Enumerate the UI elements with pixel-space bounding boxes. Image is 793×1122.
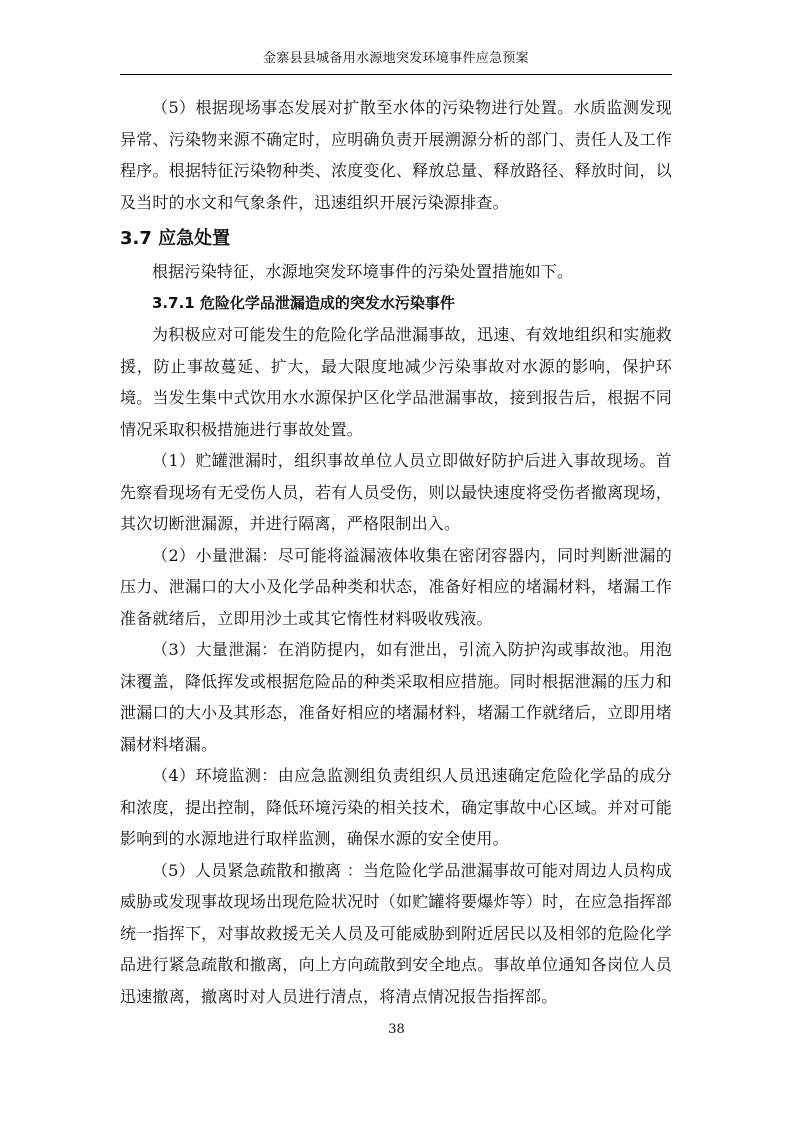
subsection-heading: 3.7.1 危险化学品泄漏造成的突发水污染事件 [152, 293, 455, 312]
paragraph-main: 为积极应对可能发生的危险化学品泄漏事故，迅速、有效地组织和实施救援，防止事故蔓延、扩大，最大限度地减少污染事故对水源的影响，保护环境。当发生集中式饮用水水源保护区化学品泄漏事故，接到报告后，根据不同情况采取积极措施进行事故处置。 [120, 325, 672, 439]
page-content [120, 92, 672, 1012]
list-item-small-leak: （2）小量泄漏：尽可能将溢漏液体收集在密闭容器内，同时判断泄漏的压力、泄漏口的大小及化学品种类和状态，准备好相应的堵漏材料，堵漏工作准备就绪后，立即用沙土或其它惰性材料吸收残液。 [120, 545, 672, 628]
list-item-monitoring: （4）环境监测：由应急监测组负责组织人员迅速确定危险化学品的成分和浓度，提出控制，降低环境污染的相关技术，确定事故中心区域。并对可能影响到的水源地进行取样监测，确保水源的安全使用。 [120, 766, 672, 848]
section-heading: 3.7 应急处置 [120, 228, 231, 249]
list-item-tank-leak: （1）贮罐泄漏时，组织事故单位人员立即做好防护后进入事故现场。首先察看现场有无受伤人员，若有人员受伤，则以最快速度将受伤者撤离现场，其次切断泄漏源，并进行隔离，严格限制出入。 [120, 451, 672, 533]
page-footer [0, 1022, 793, 1037]
document-title: 金寨县县城备用水源地突发环境事件应急预案 [262, 51, 529, 66]
page-number: 38 [388, 1022, 405, 1037]
list-item-large-leak: （3）大量泄漏：在消防提内，如有泄出，引流入防护沟或事故池。用泡沫覆盖，降低挥发或根据危险品的种类采取相应措施。同时根据泄漏的压力和泄漏口的大小及其形态，准备好相应的堵漏材料，堵漏工作就绪后，立即用堵漏材料堵漏。 [120, 640, 672, 754]
page-header [120, 46, 672, 75]
section-intro: 根据污染特征，水源地突发环境事件的污染处置措施如下。 [152, 262, 574, 281]
list-item-evacuation: （5）人员紧急疏散和撤离 ：当危险化学品泄漏事故可能对周边人员构成威胁或发现事故现场出现危险状况时（如贮罐将要爆炸等）时，在应急指挥部统一指挥下，对事故救援无关人员及可能威胁到附近居民以及相邻的危险化学品进行紧急疏散和撤离，向上方向疏散到安全地点。事故单位通知各岗位人员迅速撤离，撤离时对人员进行清点，将清点情况报告指挥部。 [120, 860, 672, 1006]
paragraph-source-investigation: （5）根据现场事态发展对扩散至水体的污染物进行处置。水质监测发现异常、污染物来源不确定时，应明确负责开展溯源分析的部门、责任人及工作程序。根据特征污染物种类、浓度变化、释放总量、释放路径、释放时间，以及当时的水文和气象条件，迅速组织开展污染源排查。 [120, 98, 672, 212]
